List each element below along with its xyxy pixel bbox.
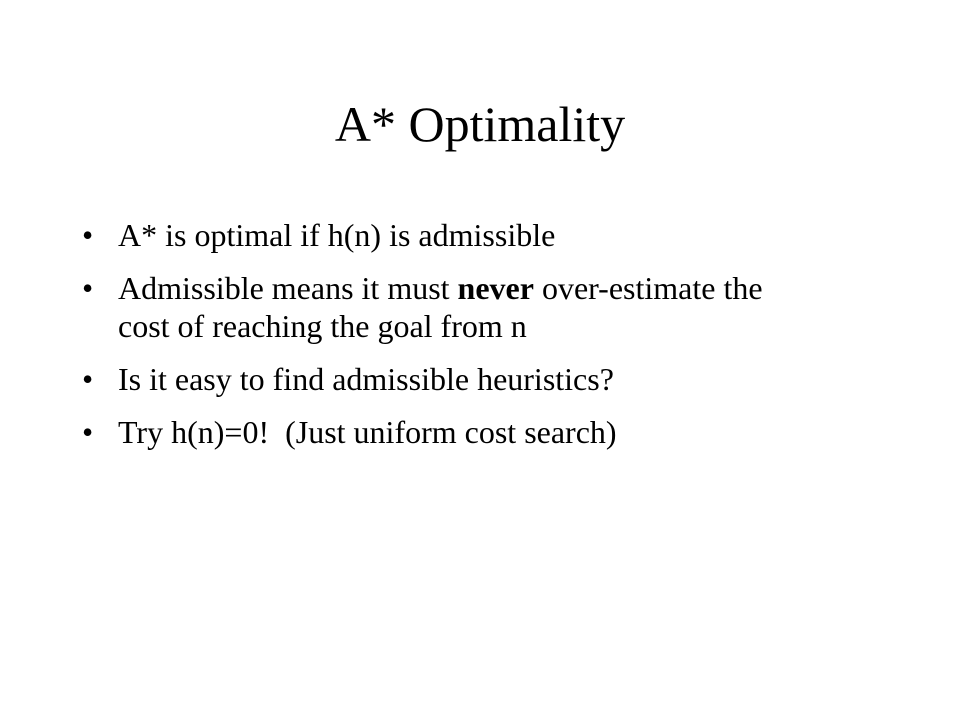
bullet-list xyxy=(82,216,802,466)
bullet-text-before: Admissible means it must xyxy=(118,270,458,306)
bullet-text: A* is optimal if h(n) is admissible xyxy=(118,217,556,253)
slide-title: A* Optimality xyxy=(334,96,626,152)
bullet-item-optimal xyxy=(82,216,802,254)
bullet-text-emphasis: never xyxy=(457,270,534,306)
bullet-icon: • xyxy=(82,270,94,306)
bullet-text: Is it easy to find admissible heuristics? xyxy=(118,361,614,397)
bullet-text-after: over-estimate the cost of reaching the goal from n xyxy=(118,270,763,344)
bullet-icon: • xyxy=(82,217,94,253)
bullet-item-heuristics-question xyxy=(82,360,802,398)
bullet-icon: • xyxy=(82,361,94,397)
bullet-item-admissible-definition xyxy=(82,269,802,345)
bullet-text: Try h(n)=0! (Just uniform cost search) xyxy=(118,414,617,450)
bullet-icon: • xyxy=(82,414,94,450)
bullet-item-try-zero xyxy=(82,413,802,451)
